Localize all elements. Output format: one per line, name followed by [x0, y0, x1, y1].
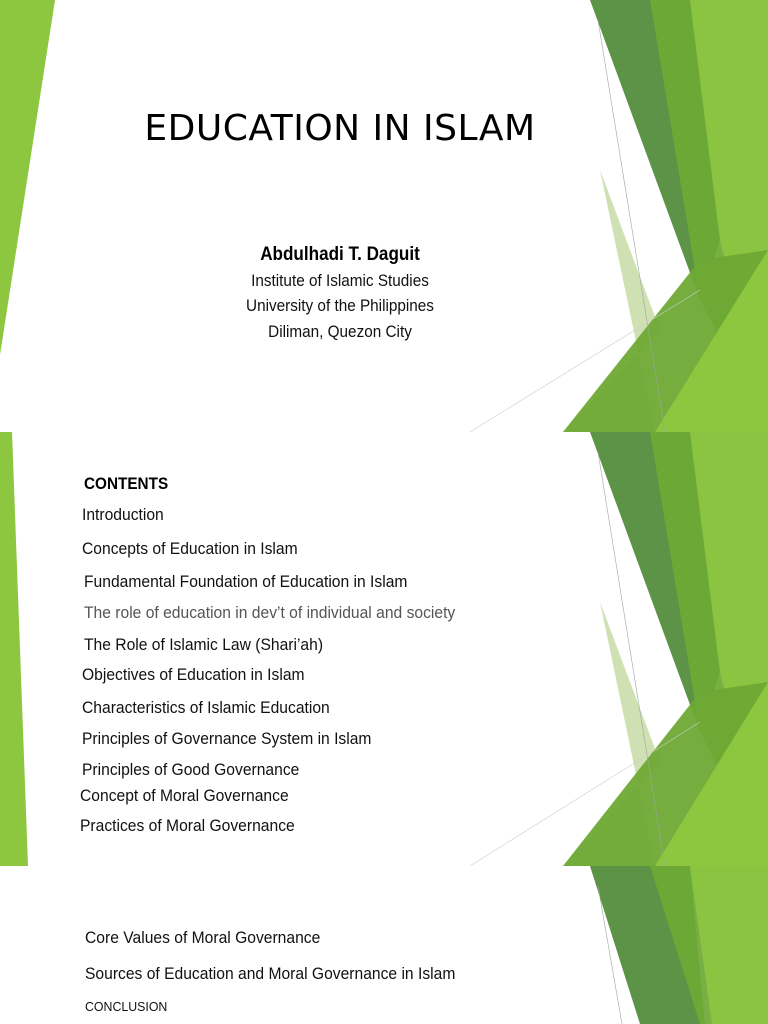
affiliation-line: Institute of Islamic Studies [251, 271, 429, 290]
contents-item: The role of education in dev’t of individual and society [84, 603, 456, 622]
contents-heading: CONTENTS [84, 474, 169, 493]
contents-item: Fundamental Foundation of Education in Islam [84, 572, 408, 591]
contents-item: Sources of Education and Moral Governance in Islam [85, 964, 456, 983]
contents-item: Characteristics of Islamic Education [82, 698, 330, 717]
left-green-sliver [0, 432, 28, 866]
contents-item: Core Values of Moral Governance [85, 928, 321, 947]
slide-title [0, 0, 768, 432]
slide-contents [0, 432, 768, 866]
affiliation-line: University of the Philippines [246, 296, 434, 315]
slide-contents-continued [0, 866, 768, 1024]
left-green-sliver [0, 0, 55, 355]
page-title: EDUCATION IN ISLAM [144, 108, 536, 149]
contents-item: Principles of Good Governance [82, 760, 300, 779]
author-name: Abdulhadi T. Daguit [260, 244, 420, 265]
affiliation-line: Diliman, Quezon City [268, 322, 412, 341]
contents-item: Objectives of Education in Islam [82, 665, 305, 684]
contents-item: Principles of Governance System in Islam [82, 729, 372, 748]
contents-item: Practices of Moral Governance [80, 816, 295, 835]
slide-decoration [0, 0, 768, 432]
contents-item: Concept of Moral Governance [80, 786, 289, 805]
contents-item: Concepts of Education in Islam [82, 539, 298, 558]
contents-item: Introduction [82, 505, 164, 524]
contents-item: The Role of Islamic Law (Shari’ah) [84, 635, 324, 654]
contents-item: CONCLUSION [85, 999, 168, 1014]
